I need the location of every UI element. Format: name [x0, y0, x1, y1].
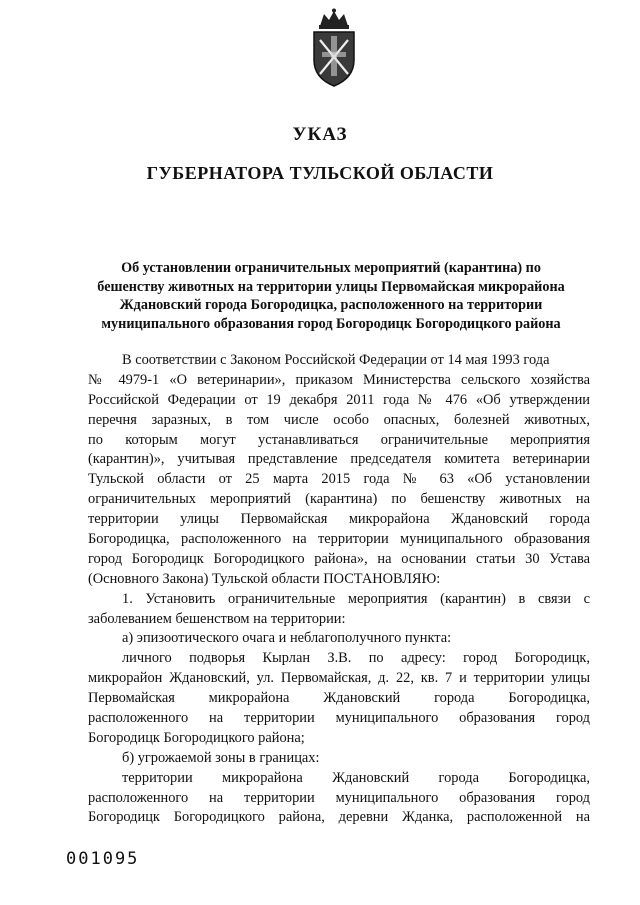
document-body: [88, 351, 590, 828]
body-line: территории микрорайона Ждановский города Богородицка,: [122, 769, 590, 786]
body-line: 1. Установить ограничительные мероприятия (карантин) в связи с: [122, 590, 590, 607]
body-line: по которым могут устанавливаться ограничительные мероприятия: [88, 431, 590, 448]
body-line: Богородицка, расположенного на территории муниципального образования: [88, 531, 590, 548]
document-number: 001095: [66, 849, 140, 869]
body-line: микрорайон Ждановский, ул. Первомайская, д. 22, кв. 7 и территории улицы: [88, 670, 590, 687]
body-line: перечня заразных, в том числе особо опасных, болезней животных,: [88, 411, 590, 428]
body-line: Тульской области от 25 марта 2015 года № 63 «Об установлении: [88, 471, 590, 488]
body-line: б) угрожаемой зоны в границах:: [122, 749, 320, 766]
body-line: В соответствии с Законом Российской Федерации от 14 мая 1993 года: [122, 352, 550, 368]
issuer-heading: ГУБЕРНАТОРА ТУЛЬСКОЙ ОБЛАСТИ: [146, 163, 494, 183]
coat-of-arms-icon: [302, 8, 366, 90]
body-line: а) эпизоотического очага и неблагополучного пункта:: [122, 630, 452, 647]
body-line: расположенного на территории муниципального образования город: [88, 710, 590, 727]
body-line: Богородицк Богородицкого района, деревни Жданка, расположенной на: [88, 809, 590, 826]
document-title: [80, 259, 582, 333]
decree-heading: УКАЗ: [292, 124, 348, 145]
body-line: расположенного на территории муниципального образования город: [88, 789, 590, 806]
body-line: заболеванием бешенством на территории:: [88, 610, 346, 627]
title-line: муниципального образования город Богородицк Богородицкого района: [101, 315, 561, 332]
body-line: личного подворья Кырлан З.В. по адресу: город Богородицк,: [122, 650, 590, 667]
body-line: (Основного Закона) Тульской области ПОСТАНОВЛЯЮ:: [88, 570, 441, 587]
title-line: Ждановский города Богородицка, расположенного на территории: [119, 297, 543, 313]
body-line: № 4979-1 «О ветеринарии», приказом Министерства сельского хозяйства: [88, 371, 590, 388]
title-line: бешенству животных на территории улицы Первомайская микрорайона: [97, 278, 565, 295]
body-line: ограничительных мероприятий (карантина) по бешенству животных на: [88, 491, 590, 508]
body-line: (карантин)», учитывая представление председателя комитета ветеринарии: [88, 451, 590, 468]
body-line: территории улицы Первомайская микрорайона Ждановский города: [88, 511, 590, 528]
body-line: Первомайская микрорайона Ждановский города Богородицка,: [88, 690, 590, 707]
body-line: Богородицк Богородицкого района;: [88, 729, 305, 746]
body-line: Российской Федерации от 19 декабря 2011 года № 476 «Об утверждении: [88, 391, 590, 408]
body-line: город Богородицк Богородицкого района», на основании статьи 30 Устава: [88, 550, 590, 567]
title-line: Об установлении ограничительных мероприятий (карантина) по: [121, 260, 541, 276]
